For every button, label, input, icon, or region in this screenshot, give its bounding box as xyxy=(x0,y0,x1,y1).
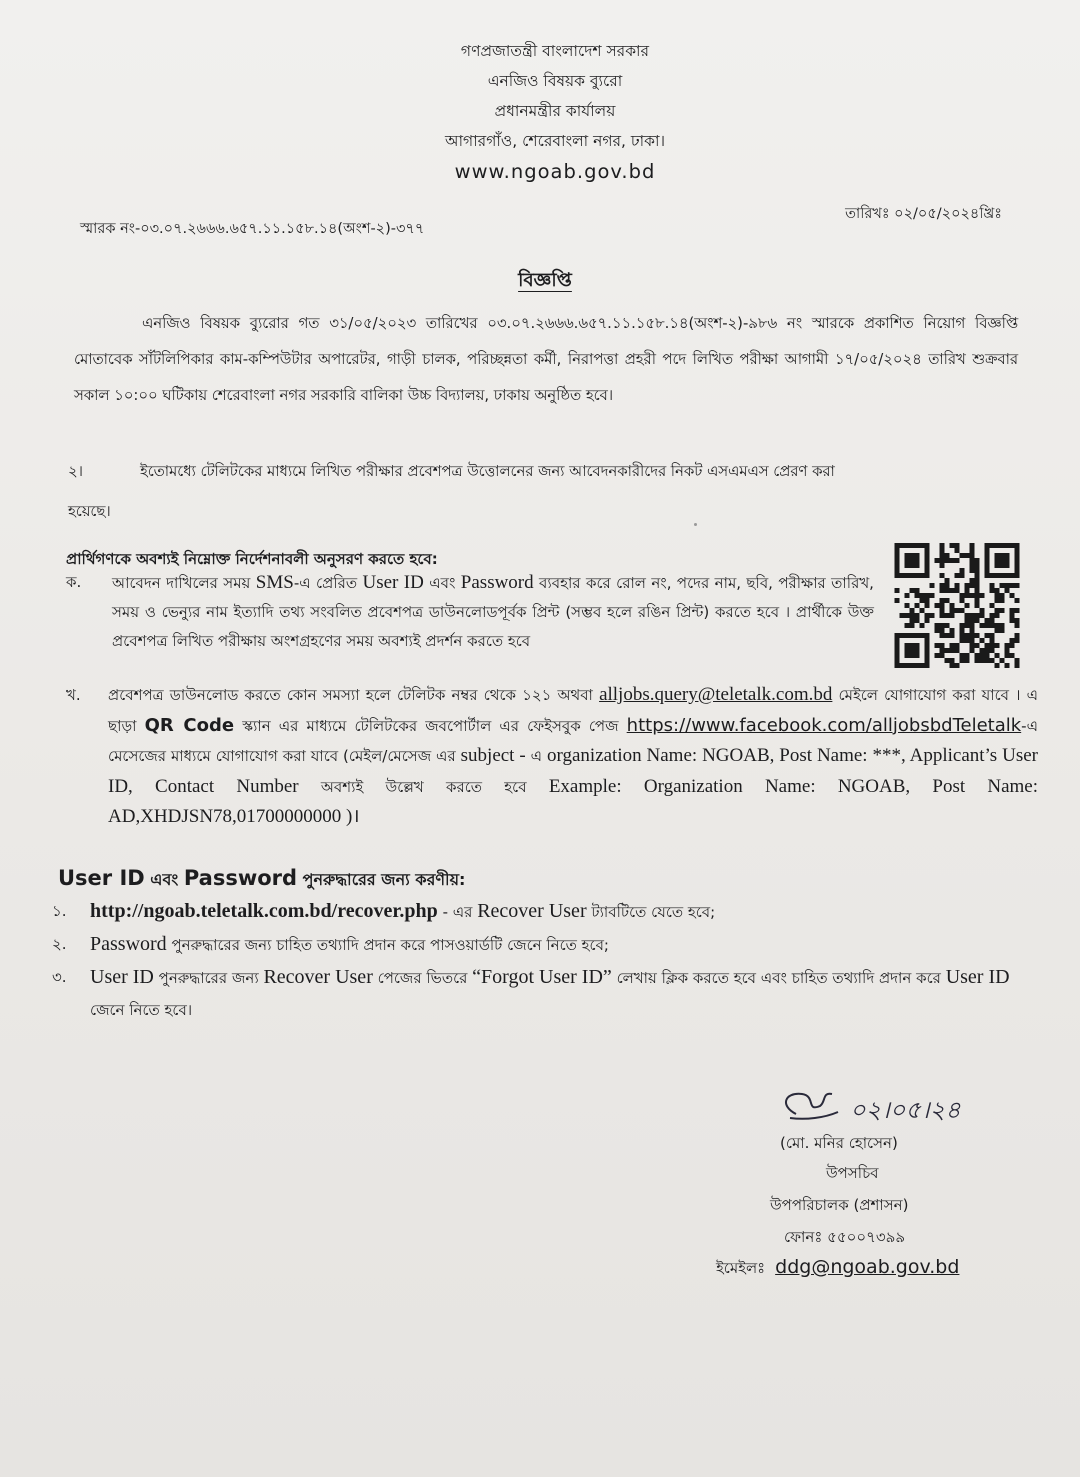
qr-code-icon xyxy=(892,543,1022,668)
item-label: ক. xyxy=(66,573,82,591)
speck xyxy=(694,523,697,526)
item-label: খ. xyxy=(66,686,81,704)
instruction-item-kha: খ. প্রবেশপত্র ডাউনলোড করতে কোন সমস্যা হলে টেলিটক নম্বর থেকে ১২১ অথবা alljobs.query@teletalk.com.bd মেইলে যোগাযোগ করা যাবে । এ ছাড়া QR Code স্ক্যান এর মাধ্যমে টেলিটকের জবপোর্টাল এর ফেইসবুক পেজ https://www.facebook.com/alljobsbdTeletalk-এ মেসেজের মাধ্যমে যোগাযোগ করা যাবে (মেইল/মেসেজ এর subject - এ organization Name: NGOAB, Post Name: ***, Applicant’s User ID, Contact Number অবশ্যই উল্লেখ করতে হবে Example: Organization Name: NGOAB, Post Name: AD,XHDJSN78,01700000000 )। xyxy=(66,680,1038,833)
signatory-name: (মো. মনির হোসেন) xyxy=(780,1134,898,1152)
letterhead xyxy=(0,36,1080,188)
signatory-designation: উপসচিব xyxy=(826,1164,879,1182)
instructions-heading: প্রার্থিগণকে অবশ্যই নিম্নোক্ত নির্দেশনাবলী অনুসরণ করতে হবে: xyxy=(66,550,438,568)
bureau-name: এনজিও বিষয়ক ব্যুরো xyxy=(487,72,623,90)
issue-date: তারিখঃ ০২/০৫/২০২৪খ্রিঃ xyxy=(845,206,1002,222)
signatory-phone: ফোনঃ ৫৫০০৭৩৯৯ xyxy=(784,1228,906,1246)
email-link[interactable]: ddg@ngoab.gov.bd xyxy=(775,1256,960,1278)
support-email-link[interactable]: alljobs.query@teletalk.com.bd xyxy=(599,684,833,705)
recover-url-link[interactable]: http://ngoab.teletalk.com.bd/recover.php xyxy=(90,900,438,922)
website: www.ngoab.gov.bd xyxy=(454,160,656,183)
paragraph-number: ২। xyxy=(68,463,83,480)
signature-icon xyxy=(776,1084,986,1128)
office-address: আগারগাঁও, শেরেবাংলা নগর, ঢাকা। xyxy=(444,132,666,150)
recover-step: ৩. User ID পুনরুদ্ধারের জন্য Recover User পেজের ভিতরে “Forgot User ID” লেখায় ক্লিক করতে হবে এবং চাহিত তথ্যাদি প্রদান করে User ID জেনে নিতে হবে। xyxy=(52,966,1010,1019)
paragraph-2: ২। ইতোমধ্যে টেলিটকের মাধ্যমে লিখিত পরীক্ষার প্রবেশপত্র উত্তোলনের জন্য আবেদনকারীদের নিকট এসএমএস প্রেরণ করা হয়েছে। xyxy=(68,452,1020,532)
signature-date: ০২।০৫।২৪ xyxy=(850,1096,961,1124)
recover-step: ২. Password পুনরুদ্ধারের জন্য চাহিত তথ্যাদি প্রদান করে পাসওয়ার্ডটি জেনে নিতে হবে; xyxy=(52,933,609,955)
facebook-link[interactable]: https://www.facebook.com/alljobsbdTeletalk xyxy=(626,714,1022,736)
recover-heading: User ID এবং Password পুনরুদ্ধারের জন্য করণীয়: xyxy=(58,866,466,890)
signatory-role: উপপরিচালক (প্রশাসন) xyxy=(770,1196,909,1214)
notice-title: বিজ্ঞপ্তি xyxy=(518,270,572,291)
signatory-email: ইমেইলঃ ddg@ngoab.gov.bd xyxy=(716,1256,960,1278)
recover-step: ১. http://ngoab.teletalk.com.bd/recover.php - এর Recover User ট্যাবটিতে যেতে হবে; xyxy=(52,900,716,922)
memo-number: স্মারক নং-০৩.০৭.২৬৬৬.৬৫৭.১১.১৫৮.১৪(অংশ-২)-৩৭৭ xyxy=(80,221,425,237)
office-name: প্রধানমন্ত্রীর কার্যালয় xyxy=(494,102,616,120)
govt-name: গণপ্রজাতন্ত্রী বাংলাদেশ সরকার xyxy=(460,42,650,60)
recover-steps xyxy=(52,895,1042,1026)
instruction-item-ka: ক. আবেদন দাখিলের সময় SMS-এ প্রেরিত User ID এবং Password ব্যবহার করে রোল নং, পদের নাম, ছবি, পরীক্ষার তারিখ, সময় ও ভেন্যুর নাম ইত্যাদি তথ্য সংবলিত প্রবেশপত্র ডাউনলোডপূর্বক প্রিন্ট (সম্ভব হলে রঙিন প্রিন্ট) করতে হবে । প্রার্থীকে উক্ত প্রবেশপত্র লিখিত পরীক্ষায় অংশগ্রহণের সময় অবশ্যই প্রদর্শন করতে হবে xyxy=(66,568,874,656)
paragraph-1: এনজিও বিষয়ক ব্যুরোর গত ৩১/০৫/২০২৩ তারিখের ০৩.০৭.২৬৬৬.৬৫৭.১১.১৫৮.১৪(অংশ-২)-৯৮৬ নং স্মারকে প্রকাশিত নিয়োগ বিজ্ঞপ্তি মোতাবেক সাঁটলিপিকার কাম-কম্পিউটার অপারেটর, গাড়ী চালক, পরিচ্ছন্নতা কর্মী, নিরাপত্তা প্রহরী পদে লিখিত পরীক্ষা আগামী ১৭/০৫/২০২৪ তারিখ শুক্রবার সকাল ১০:০০ ঘটিকায় শেরেবাংলা নগর সরকারি বালিকা উচ্চ বিদ্যালয়, ঢাকায় অনুষ্ঠিত হবে। xyxy=(74,315,1018,404)
